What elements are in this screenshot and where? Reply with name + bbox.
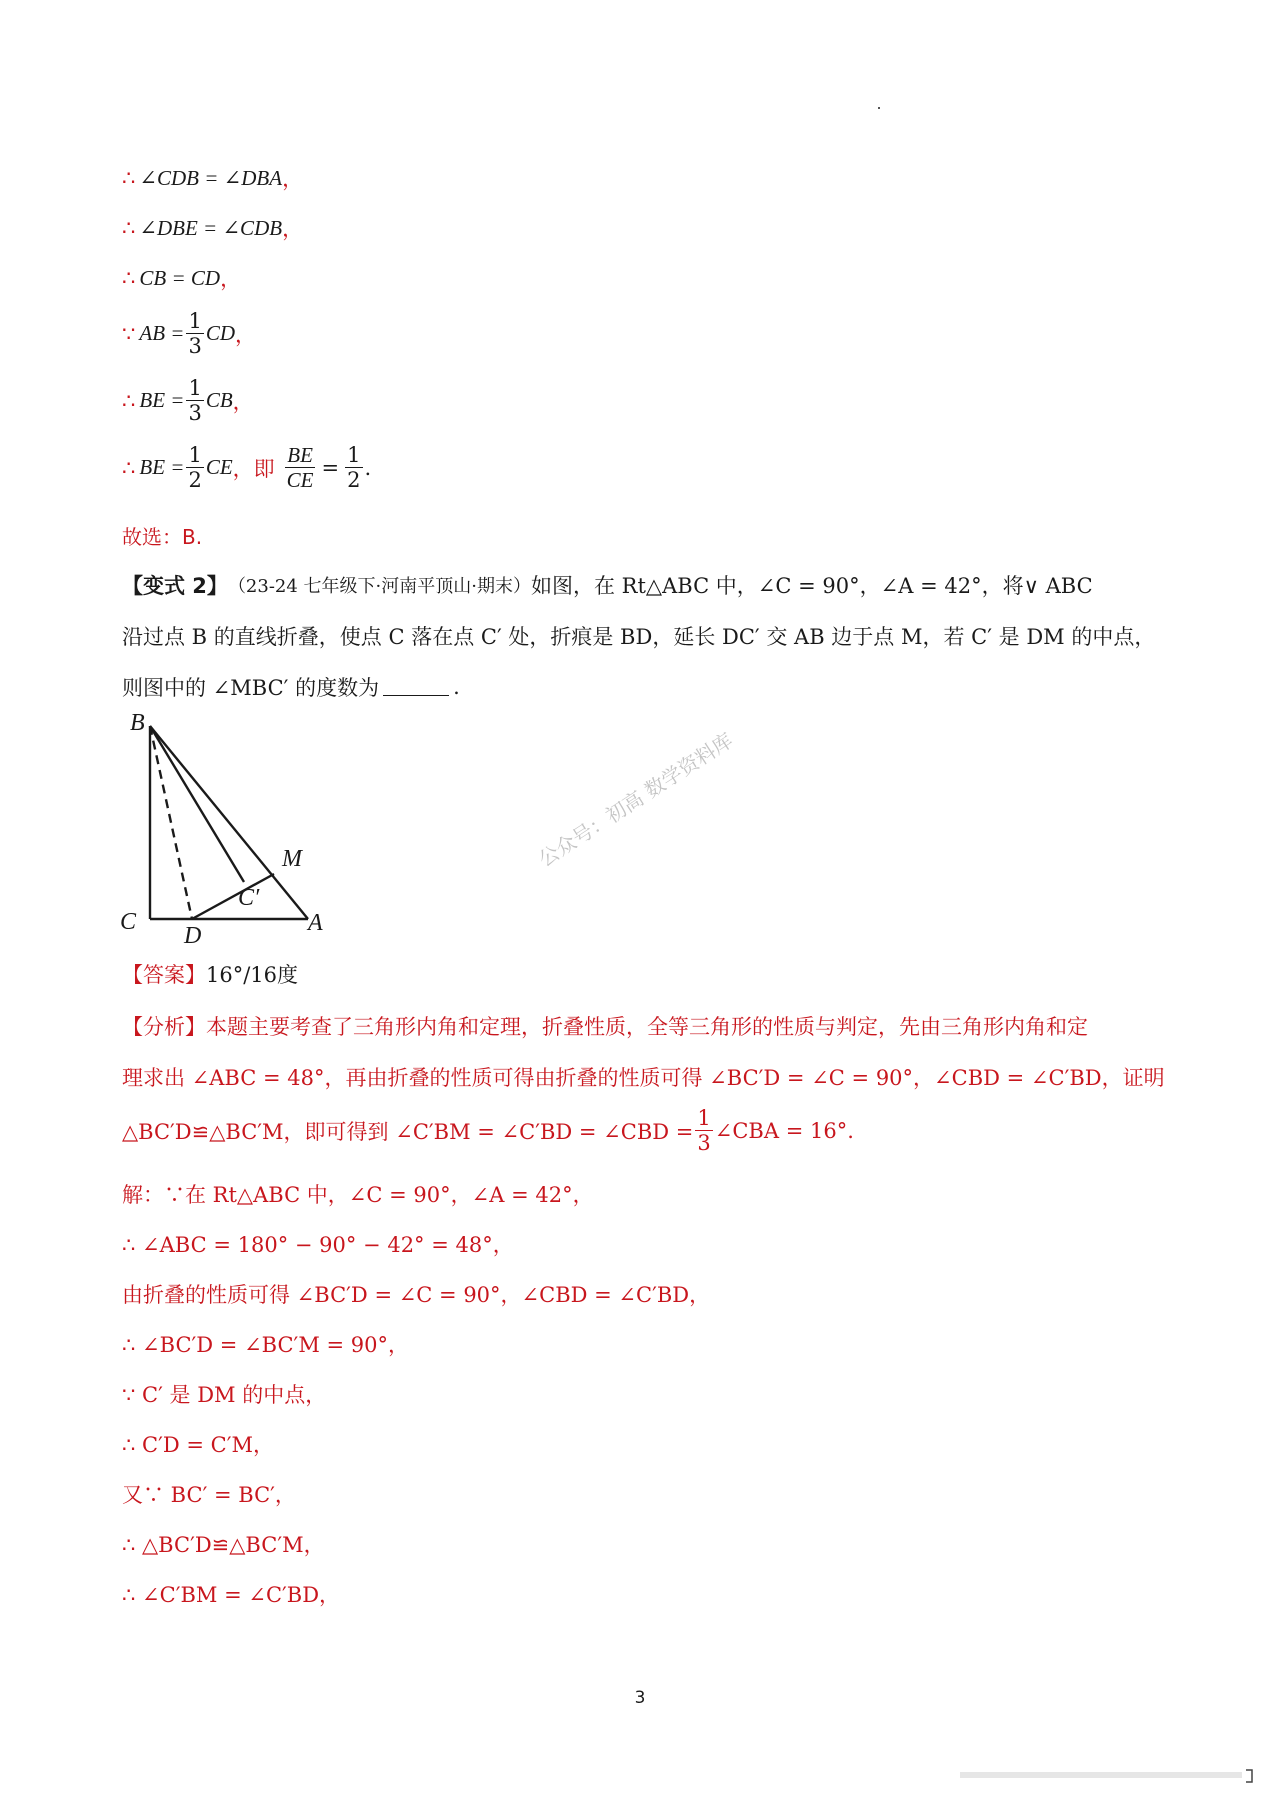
solution-line-8: ∴ △BC′D≌△BC′M， <box>122 1533 325 1557</box>
problem-tag: 【变式 2】 <box>122 574 228 598</box>
solution-line-5: ∵ C′ 是 DM 的中点， <box>122 1383 327 1407</box>
analysis-line-3: △BC′D≌△BC′M，即可得到 ∠C′BM = ∠C′BD = ∠CBD = $\frac{1}{3}$ ∠CBA = 16°. <box>122 1106 854 1156</box>
problem-line-2: 沿过点 B 的直线折叠，使点 C 落在点 C′ 处，折痕是 BD，延长 DC′ 交 AB 边于点 M，若 C′ 是 DM 的中点， <box>122 625 1156 649</box>
answer-line <box>122 959 298 989</box>
derivation-line-3: ∴ CB = CD ， <box>122 265 242 291</box>
derivation-line-6: ∴ BE = $\frac{1}{2}$ CE ，即 $\frac{BE}{CE}$ = $\frac{1}{2}$ . <box>122 443 372 493</box>
analysis-line-1: 【分析】 本题主要考查了三角形内角和定理，折叠性质，全等三角形的性质与判定，先由三角形内角和定 <box>122 1011 1088 1041</box>
problem-text-1: 如图，在 Rt△ABC 中，∠C = 90°，∠A = 42°，将∨ ABC <box>531 574 1093 598</box>
answer-label: 【答案】 <box>122 963 206 987</box>
solution-line-4: ∴ ∠BC′D = ∠BC′M = 90°， <box>122 1333 409 1357</box>
label-B: B <box>130 710 145 736</box>
fraction: $\frac{1}{2}$ <box>188 443 202 493</box>
derivation-line-1: ∴ ∠CDB = ∠DBA ， <box>122 165 304 191</box>
stray-dot <box>878 107 880 109</box>
derivation-line-2: ∴ ∠DBE = ∠CDB ， <box>122 215 304 241</box>
solution-line-3: 由折叠的性质可得 ∠BC′D = ∠C = 90°，∠CBD = ∠C′BD， <box>122 1283 711 1307</box>
solution-line-2: ∴ ∠ABC = 180° − 90° − 42° = 48°， <box>122 1233 514 1257</box>
label-D: D <box>184 923 202 946</box>
label-C: C <box>120 909 137 935</box>
watermark: 公众号：初高 数学资料库 <box>534 728 738 872</box>
analysis-line-2: 理求出 ∠ABC = 48°，再由折叠的性质可得由折叠的性质可得 ∠BC′D = ∠C = 90°，∠CBD = ∠C′BD，证明 <box>122 1066 1165 1090</box>
fraction: $\frac{1}{3}$ <box>188 309 202 359</box>
solution-line-9: ∴ ∠C′BM = ∠C′BD， <box>122 1583 341 1607</box>
solution-line-1: 解：∵在 Rt△ABC 中，∠C = 90°，∠A = 42°， <box>122 1183 594 1207</box>
geometry-figure <box>116 706 356 946</box>
segment-BCprime <box>150 726 244 882</box>
answer-blank <box>383 694 449 696</box>
label-Cprime: C′ <box>238 885 260 911</box>
fraction: $\frac{BE}{CE}$ <box>286 443 314 493</box>
bottom-decoration <box>960 1766 1260 1786</box>
fraction: $\frac{1}{3}$ <box>697 1106 711 1156</box>
solution-line-6: ∴ C′D = C′M， <box>122 1433 274 1457</box>
fraction: $\frac{1}{2}$ <box>347 443 361 493</box>
answer-value: 16°/16度 <box>206 963 299 987</box>
problem-source: （23-24 七年级下·河南平顶山·期末） <box>227 576 531 597</box>
fraction: $\frac{1}{3}$ <box>188 376 202 426</box>
label-M: M <box>282 846 302 872</box>
analysis-label: 【分析】 <box>122 1015 206 1039</box>
derivation-line-4: ∵ AB = $\frac{1}{3}$ CD ， <box>122 309 257 359</box>
fold-line-BD <box>150 726 192 919</box>
label-A: A <box>308 910 323 936</box>
segment-BA <box>150 726 308 919</box>
segment-DM <box>192 874 274 919</box>
problem-line-1 <box>122 570 1093 600</box>
page-number: 3 <box>634 1688 646 1708</box>
choice-line: 故选：B. <box>122 525 203 549</box>
problem-line-3: 则图中的 ∠MBC′ 的度数为 . <box>122 675 460 700</box>
solution-line-7: 又∵ BC′ = BC′， <box>122 1483 296 1507</box>
derivation-line-5: ∴ BE = $\frac{1}{3}$ CB ， <box>122 376 254 426</box>
